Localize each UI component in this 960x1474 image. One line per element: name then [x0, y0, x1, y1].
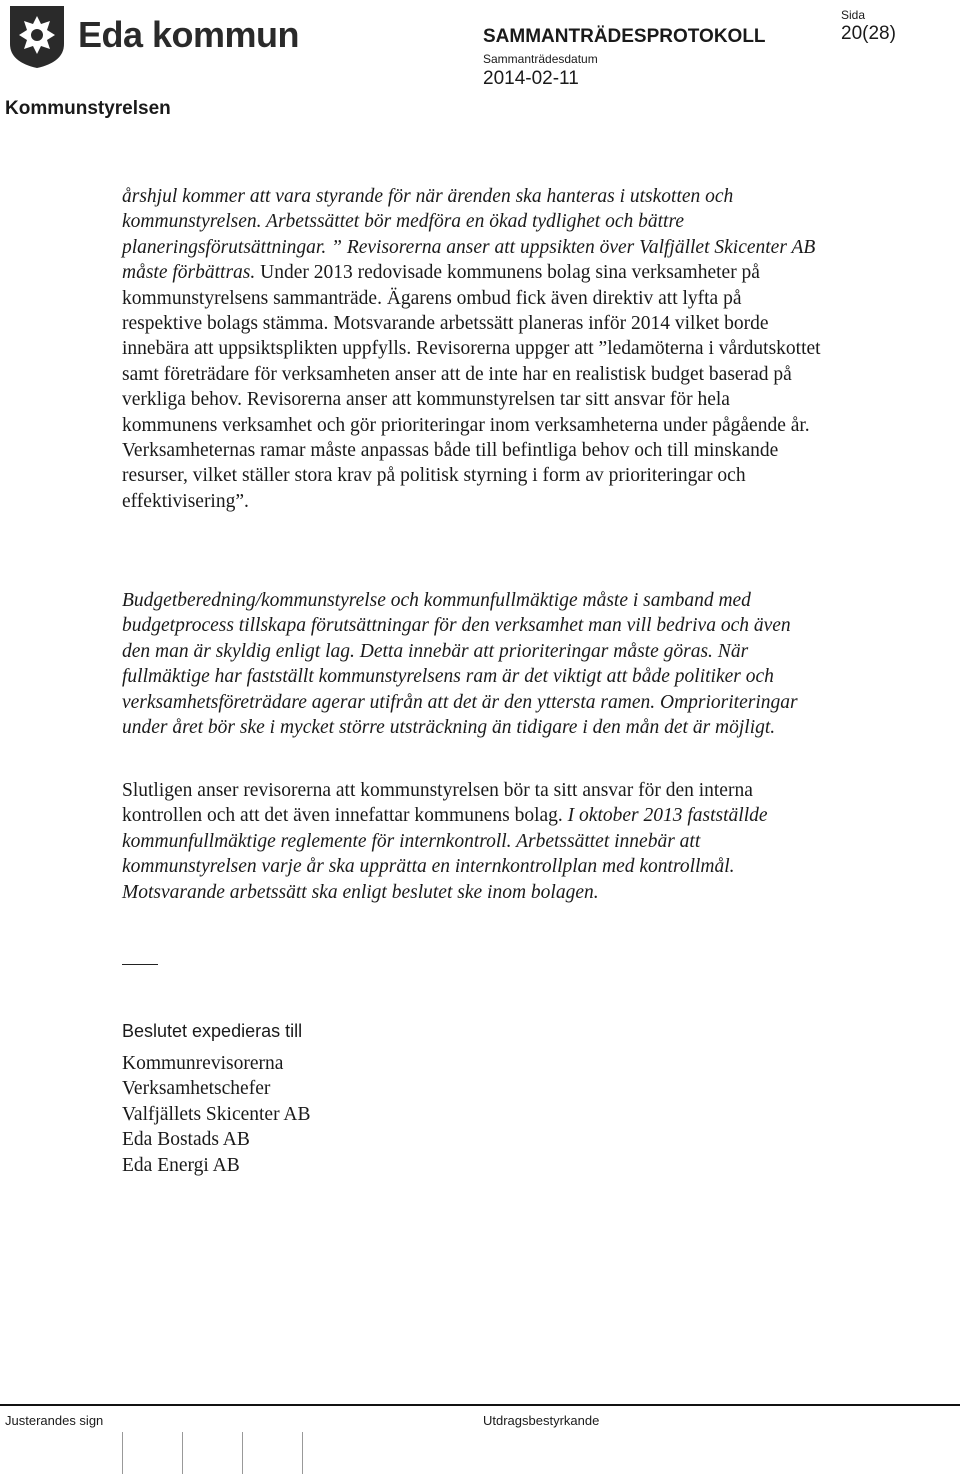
section-divider: [122, 964, 158, 965]
document-title: SAMMANTRÄDESPROTOKOLL: [483, 26, 766, 47]
list-item: Verksamhetschefer: [122, 1078, 271, 1100]
list-item: Eda Energi AB: [122, 1154, 240, 1176]
distribution-list: [122, 1051, 310, 1178]
distribution-heading: Beslutet expedieras till: [122, 1021, 303, 1041]
certification-label: Utdragsbestyrkande: [483, 1413, 600, 1428]
committee-name: Kommunstyrelsen: [5, 98, 171, 119]
list-item: Eda Bostads AB: [122, 1129, 250, 1151]
list-item: Kommunrevisorerna: [122, 1053, 284, 1074]
signature-box: [242, 1432, 243, 1474]
signature-box: [302, 1432, 303, 1474]
paragraph-1-text: Under 2013 redovisade kommunens bolag sina verksamheter på kommunstyrelsens sammanträde. Ägarens ombud fick även direktiv att lyfta på respektive bolags stämma. Motsvarande arbetssätt planeras inför 2014 vilket borde innebära att uppsiktsplikten uppfylls. Revisorerna uppger att ”ledamöterna i vårdutskottet samt företrädare för verksamheten anser att de inte har en realistisk budget baserad på verkliga behov. Revisorerna anser att kommunstyrelsen tar sitt ansvar för hela kommunens verksamhet och gör prioriteringar inom verksamheterna under pågående år. Verksamheternas ramar måste anpassas både till befintliga behov och till minskande resurser, vilket ställer stora krav på politisk styrning i form av prioriteringar och effektivisering”.: [122, 262, 821, 512]
municipal-crest-icon: [8, 4, 66, 70]
organization-name: Eda kommun: [78, 14, 300, 55]
list-item: Valfjällets Skicenter AB: [122, 1103, 311, 1125]
paragraph-2: Budgetberedning/kommunstyrelse och kommunfullmäktige måste i samband med budgetprocess tillskapa förutsättningar för den verksamhet man vill bedriva och även den man är skyldig enligt lag. Detta innebär att prioriteringar måste göras. När fullmäktige har fastställt kommunstyrelsens ram är det viktigt att både politiker och verksamhetsföreträdare agerar utifrån att det är den yttersta ramen. Omprioriteringar under året bör ske i mycket större utsträckning än tidigare i den mån det är möjligt.: [122, 590, 798, 739]
page-number: 20(28): [841, 23, 896, 44]
paragraph-1: [122, 184, 822, 514]
meeting-date-label: Sammanträdesdatum: [483, 52, 598, 66]
signature-box: [122, 1432, 123, 1474]
page-label: Sida: [841, 8, 866, 22]
paragraph-1-quote: årshjul kommer att vara styrande för när ärenden ska hanteras i utskotten och kommunstyrelsen. Arbetssättet bör medföra en ökad tydlighet och bättre planeringsförutsättningar. ” Revisorerna anser att uppsikten över Valfjället Skicenter AB måste förbättras.: [122, 186, 816, 284]
signature-label: Justerandes sign: [5, 1413, 104, 1428]
signature-box: [182, 1432, 183, 1474]
footer-divider: [0, 1404, 960, 1406]
paragraph-3-quote: I oktober 2013 fastställde kommunfullmäktige reglemente för internkontroll. Arbetssättet innebär att kommunstyrelsen varje år ska upprätta en internkontrollplan med kontrollmål. Motsvarande arbetssätt ska enligt beslutet ske inom bolagen.: [122, 805, 768, 903]
meeting-date: 2014-02-11: [483, 68, 579, 89]
paragraph-3: [122, 778, 822, 905]
paragraph-3-text: Slutligen anser revisorerna att kommunstyrelsen bör ta sitt ansvar för den interna kontrollen och att det även innefattar kommunens bolag.: [122, 780, 753, 827]
